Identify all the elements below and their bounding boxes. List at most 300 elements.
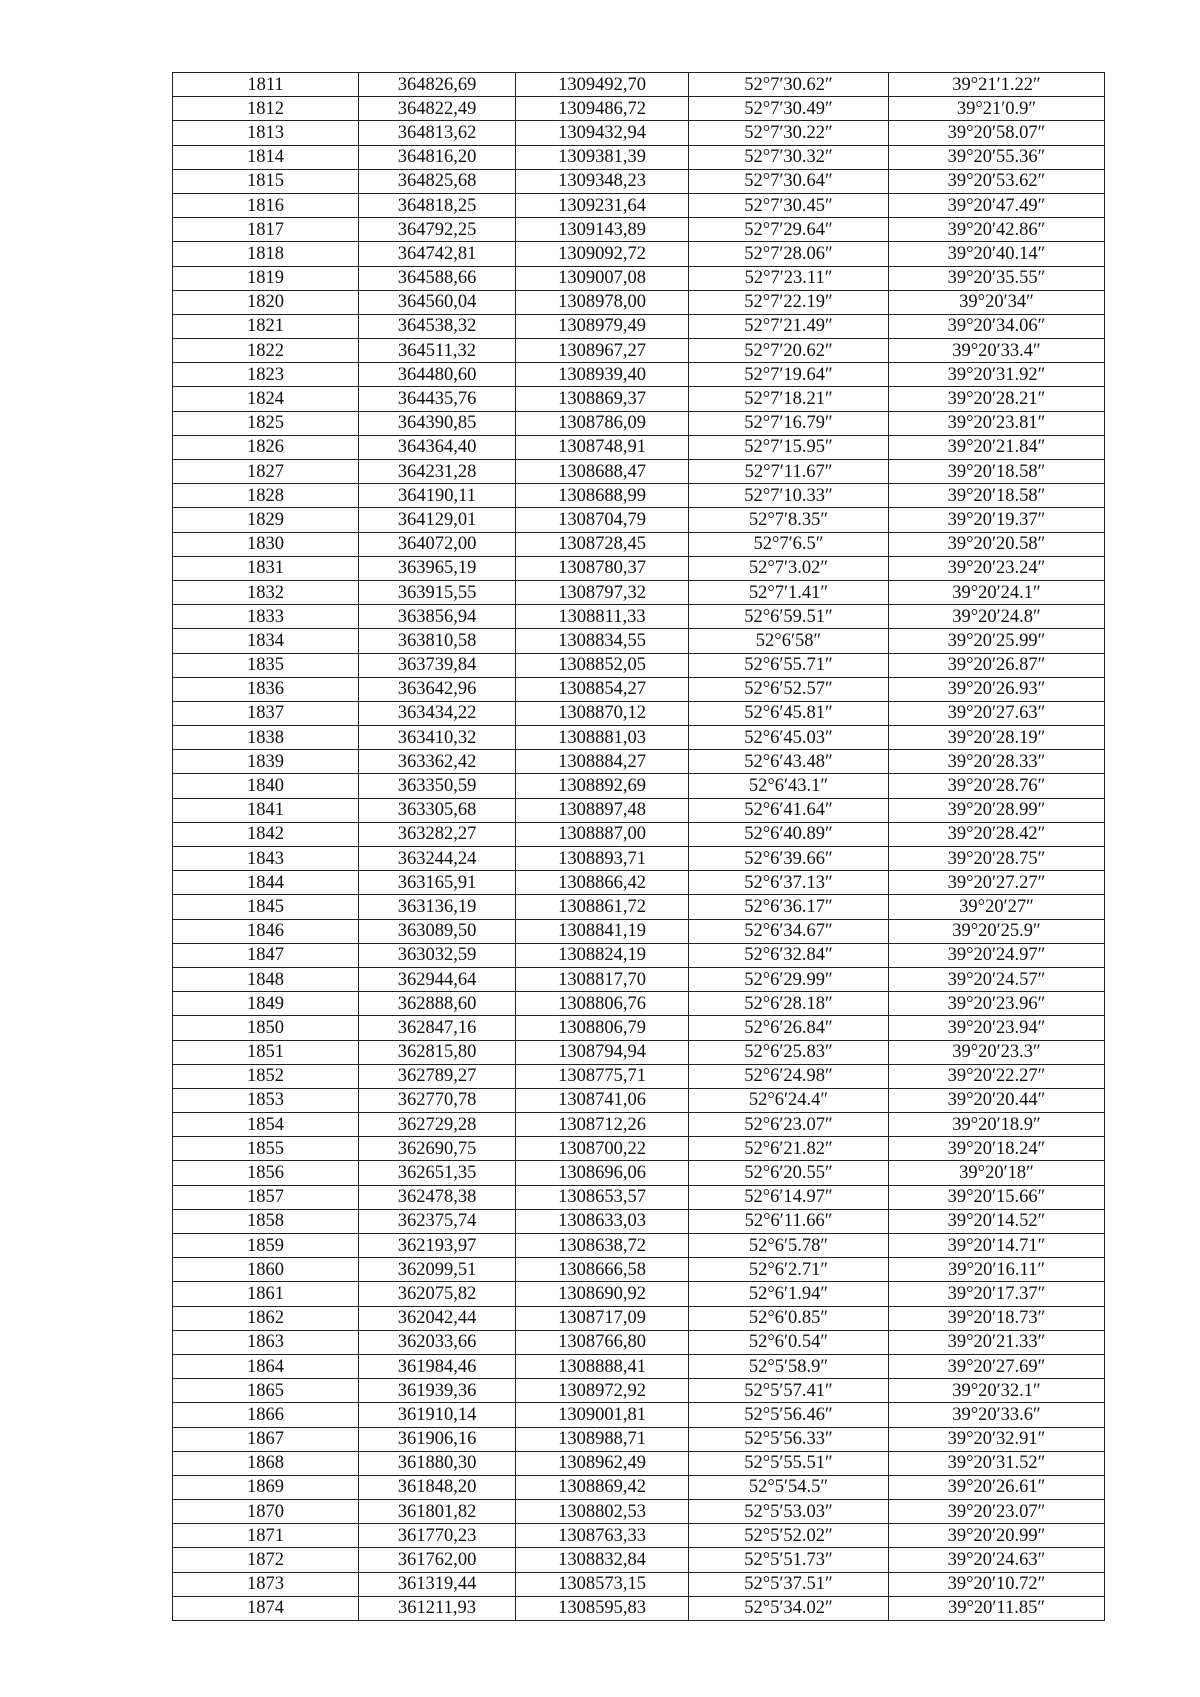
table-row xyxy=(173,701,1105,725)
table-row xyxy=(173,1330,1105,1354)
point-number-cell: 1843 xyxy=(173,847,359,871)
point-number-cell: 1833 xyxy=(173,605,359,629)
x-coordinate-cell: 364818,25 xyxy=(359,193,516,217)
table-row xyxy=(173,387,1105,411)
y-coordinate-cell: 1308688,47 xyxy=(516,460,689,484)
y-coordinate-cell: 1308834,55 xyxy=(516,629,689,653)
table-row xyxy=(173,1379,1105,1403)
latitude-cell: 52°7′30.64″ xyxy=(689,169,889,193)
x-coordinate-cell: 364792,25 xyxy=(359,218,516,242)
x-coordinate-cell: 362888,60 xyxy=(359,992,516,1016)
latitude-cell: 52°6′37.13″ xyxy=(689,871,889,895)
x-coordinate-cell: 361939,36 xyxy=(359,1379,516,1403)
x-coordinate-cell: 363739,84 xyxy=(359,653,516,677)
point-number-cell: 1840 xyxy=(173,774,359,798)
latitude-cell: 52°6′28.18″ xyxy=(689,992,889,1016)
point-number-cell: 1832 xyxy=(173,580,359,604)
point-number-cell: 1864 xyxy=(173,1354,359,1378)
table-row xyxy=(173,169,1105,193)
latitude-cell: 52°7′30.45″ xyxy=(689,193,889,217)
table-row xyxy=(173,1282,1105,1306)
point-number-cell: 1844 xyxy=(173,871,359,895)
longitude-cell: 39°20′17.37″ xyxy=(889,1282,1105,1306)
table-row xyxy=(173,508,1105,532)
latitude-cell: 52°6′14.97″ xyxy=(689,1185,889,1209)
x-coordinate-cell: 361984,46 xyxy=(359,1354,516,1378)
latitude-cell: 52°6′24.98″ xyxy=(689,1064,889,1088)
point-number-cell: 1811 xyxy=(173,73,359,97)
x-coordinate-cell: 363856,94 xyxy=(359,605,516,629)
longitude-cell: 39°20′24.1″ xyxy=(889,580,1105,604)
y-coordinate-cell: 1309001,81 xyxy=(516,1403,689,1427)
table-row xyxy=(173,242,1105,266)
latitude-cell: 52°5′34.02″ xyxy=(689,1596,889,1620)
table-row xyxy=(173,798,1105,822)
longitude-cell: 39°20′40.14″ xyxy=(889,242,1105,266)
longitude-cell: 39°21′1.22″ xyxy=(889,73,1105,97)
point-number-cell: 1863 xyxy=(173,1330,359,1354)
table-row xyxy=(173,339,1105,363)
y-coordinate-cell: 1308869,37 xyxy=(516,387,689,411)
y-coordinate-cell: 1308897,48 xyxy=(516,798,689,822)
latitude-cell: 52°7′20.62″ xyxy=(689,339,889,363)
point-number-cell: 1841 xyxy=(173,798,359,822)
longitude-cell: 39°20′27″ xyxy=(889,895,1105,919)
y-coordinate-cell: 1308688,99 xyxy=(516,484,689,508)
longitude-cell: 39°20′23.96″ xyxy=(889,992,1105,1016)
longitude-cell: 39°20′21.33″ xyxy=(889,1330,1105,1354)
table-row xyxy=(173,1209,1105,1233)
table-row xyxy=(173,1185,1105,1209)
point-number-cell: 1860 xyxy=(173,1258,359,1282)
longitude-cell: 39°20′58.07″ xyxy=(889,121,1105,145)
y-coordinate-cell: 1308633,03 xyxy=(516,1209,689,1233)
x-coordinate-cell: 362099,51 xyxy=(359,1258,516,1282)
x-coordinate-cell: 364588,66 xyxy=(359,266,516,290)
x-coordinate-cell: 364435,76 xyxy=(359,387,516,411)
x-coordinate-cell: 361762,00 xyxy=(359,1548,516,1572)
table-row xyxy=(173,1113,1105,1137)
y-coordinate-cell: 1308824,19 xyxy=(516,943,689,967)
point-number-cell: 1820 xyxy=(173,290,359,314)
x-coordinate-cell: 364825,68 xyxy=(359,169,516,193)
latitude-cell: 52°5′56.46″ xyxy=(689,1403,889,1427)
longitude-cell: 39°20′24.8″ xyxy=(889,605,1105,629)
table-row xyxy=(173,605,1105,629)
x-coordinate-cell: 361880,30 xyxy=(359,1451,516,1475)
latitude-cell: 52°6′5.78″ xyxy=(689,1234,889,1258)
longitude-cell: 39°20′20.58″ xyxy=(889,532,1105,556)
longitude-cell: 39°20′33.4″ xyxy=(889,339,1105,363)
longitude-cell: 39°20′28.99″ xyxy=(889,798,1105,822)
longitude-cell: 39°20′28.75″ xyxy=(889,847,1105,871)
y-coordinate-cell: 1308817,70 xyxy=(516,967,689,991)
longitude-cell: 39°20′25.9″ xyxy=(889,919,1105,943)
point-number-cell: 1829 xyxy=(173,508,359,532)
longitude-cell: 39°20′18.73″ xyxy=(889,1306,1105,1330)
table-row xyxy=(173,97,1105,121)
y-coordinate-cell: 1309007,08 xyxy=(516,266,689,290)
table-row xyxy=(173,145,1105,169)
point-number-cell: 1856 xyxy=(173,1161,359,1185)
latitude-cell: 52°6′52.57″ xyxy=(689,677,889,701)
latitude-cell: 52°6′20.55″ xyxy=(689,1161,889,1185)
y-coordinate-cell: 1308832,84 xyxy=(516,1548,689,1572)
table-row xyxy=(173,1475,1105,1499)
longitude-cell: 39°20′55.36″ xyxy=(889,145,1105,169)
table-row xyxy=(173,460,1105,484)
point-number-cell: 1854 xyxy=(173,1113,359,1137)
x-coordinate-cell: 364390,85 xyxy=(359,411,516,435)
y-coordinate-cell: 1308893,71 xyxy=(516,847,689,871)
point-number-cell: 1853 xyxy=(173,1088,359,1112)
point-number-cell: 1828 xyxy=(173,484,359,508)
latitude-cell: 52°7′18.21″ xyxy=(689,387,889,411)
x-coordinate-cell: 363915,55 xyxy=(359,580,516,604)
latitude-cell: 52°6′32.84″ xyxy=(689,943,889,967)
latitude-cell: 52°7′16.79″ xyxy=(689,411,889,435)
point-number-cell: 1822 xyxy=(173,339,359,363)
x-coordinate-cell: 362944,64 xyxy=(359,967,516,991)
latitude-cell: 52°7′30.62″ xyxy=(689,73,889,97)
table-row xyxy=(173,1354,1105,1378)
longitude-cell: 39°20′47.49″ xyxy=(889,193,1105,217)
x-coordinate-cell: 364826,69 xyxy=(359,73,516,97)
y-coordinate-cell: 1308962,49 xyxy=(516,1451,689,1475)
table-row xyxy=(173,1088,1105,1112)
x-coordinate-cell: 362042,44 xyxy=(359,1306,516,1330)
point-number-cell: 1846 xyxy=(173,919,359,943)
latitude-cell: 52°7′23.11″ xyxy=(689,266,889,290)
longitude-cell: 39°20′23.07″ xyxy=(889,1500,1105,1524)
point-number-cell: 1862 xyxy=(173,1306,359,1330)
longitude-cell: 39°20′18.9″ xyxy=(889,1113,1105,1137)
y-coordinate-cell: 1308690,92 xyxy=(516,1282,689,1306)
latitude-cell: 52°6′36.17″ xyxy=(689,895,889,919)
point-number-cell: 1849 xyxy=(173,992,359,1016)
y-coordinate-cell: 1308666,58 xyxy=(516,1258,689,1282)
latitude-cell: 52°7′15.95″ xyxy=(689,435,889,459)
x-coordinate-cell: 364813,62 xyxy=(359,121,516,145)
latitude-cell: 52°6′26.84″ xyxy=(689,1016,889,1040)
y-coordinate-cell: 1308887,00 xyxy=(516,822,689,846)
x-coordinate-cell: 361910,14 xyxy=(359,1403,516,1427)
longitude-cell: 39°20′18.24″ xyxy=(889,1137,1105,1161)
point-number-cell: 1839 xyxy=(173,750,359,774)
longitude-cell: 39°21′0.9″ xyxy=(889,97,1105,121)
latitude-cell: 52°7′30.49″ xyxy=(689,97,889,121)
x-coordinate-cell: 363032,59 xyxy=(359,943,516,967)
y-coordinate-cell: 1308741,06 xyxy=(516,1088,689,1112)
latitude-cell: 52°5′57.41″ xyxy=(689,1379,889,1403)
table-row xyxy=(173,1596,1105,1620)
point-number-cell: 1871 xyxy=(173,1524,359,1548)
longitude-cell: 39°20′32.91″ xyxy=(889,1427,1105,1451)
longitude-cell: 39°20′28.33″ xyxy=(889,750,1105,774)
y-coordinate-cell: 1308854,27 xyxy=(516,677,689,701)
latitude-cell: 52°6′34.67″ xyxy=(689,919,889,943)
longitude-cell: 39°20′31.52″ xyxy=(889,1451,1105,1475)
longitude-cell: 39°20′33.6″ xyxy=(889,1403,1105,1427)
longitude-cell: 39°20′26.61″ xyxy=(889,1475,1105,1499)
table-row xyxy=(173,653,1105,677)
latitude-cell: 52°6′55.71″ xyxy=(689,653,889,677)
x-coordinate-cell: 363136,19 xyxy=(359,895,516,919)
longitude-cell: 39°20′31.92″ xyxy=(889,363,1105,387)
table-row xyxy=(173,992,1105,1016)
y-coordinate-cell: 1309231,64 xyxy=(516,193,689,217)
table-row xyxy=(173,532,1105,556)
table-row xyxy=(173,290,1105,314)
longitude-cell: 39°20′23.94″ xyxy=(889,1016,1105,1040)
point-number-cell: 1818 xyxy=(173,242,359,266)
x-coordinate-cell: 363089,50 xyxy=(359,919,516,943)
point-number-cell: 1867 xyxy=(173,1427,359,1451)
latitude-cell: 52°6′41.64″ xyxy=(689,798,889,822)
table-row xyxy=(173,411,1105,435)
longitude-cell: 39°20′28.76″ xyxy=(889,774,1105,798)
longitude-cell: 39°20′20.44″ xyxy=(889,1088,1105,1112)
point-number-cell: 1835 xyxy=(173,653,359,677)
x-coordinate-cell: 364538,32 xyxy=(359,314,516,338)
y-coordinate-cell: 1308696,06 xyxy=(516,1161,689,1185)
point-number-cell: 1812 xyxy=(173,97,359,121)
y-coordinate-cell: 1308870,12 xyxy=(516,701,689,725)
x-coordinate-cell: 364816,20 xyxy=(359,145,516,169)
table-row xyxy=(173,73,1105,97)
x-coordinate-cell: 363642,96 xyxy=(359,677,516,701)
longitude-cell: 39°20′27.69″ xyxy=(889,1354,1105,1378)
x-coordinate-cell: 363362,42 xyxy=(359,750,516,774)
x-coordinate-cell: 361906,16 xyxy=(359,1427,516,1451)
y-coordinate-cell: 1308988,71 xyxy=(516,1427,689,1451)
table-row xyxy=(173,193,1105,217)
point-number-cell: 1869 xyxy=(173,1475,359,1499)
latitude-cell: 52°6′58″ xyxy=(689,629,889,653)
latitude-cell: 52°6′11.66″ xyxy=(689,1209,889,1233)
point-number-cell: 1815 xyxy=(173,169,359,193)
table-row xyxy=(173,847,1105,871)
coordinates-table xyxy=(172,72,1105,1621)
x-coordinate-cell: 362847,16 xyxy=(359,1016,516,1040)
y-coordinate-cell: 1309432,94 xyxy=(516,121,689,145)
x-coordinate-cell: 362193,97 xyxy=(359,1234,516,1258)
x-coordinate-cell: 361801,82 xyxy=(359,1500,516,1524)
table-row xyxy=(173,677,1105,701)
longitude-cell: 39°20′32.1″ xyxy=(889,1379,1105,1403)
latitude-cell: 52°7′8.35″ xyxy=(689,508,889,532)
point-number-cell: 1834 xyxy=(173,629,359,653)
y-coordinate-cell: 1308888,41 xyxy=(516,1354,689,1378)
table-row xyxy=(173,484,1105,508)
y-coordinate-cell: 1308766,80 xyxy=(516,1330,689,1354)
point-number-cell: 1825 xyxy=(173,411,359,435)
point-number-cell: 1816 xyxy=(173,193,359,217)
table-row xyxy=(173,1403,1105,1427)
latitude-cell: 52°7′30.32″ xyxy=(689,145,889,169)
latitude-cell: 52°6′29.99″ xyxy=(689,967,889,991)
table-row xyxy=(173,822,1105,846)
table-row xyxy=(173,1258,1105,1282)
table-row xyxy=(173,750,1105,774)
table-row xyxy=(173,1548,1105,1572)
y-coordinate-cell: 1308595,83 xyxy=(516,1596,689,1620)
y-coordinate-cell: 1308794,94 xyxy=(516,1040,689,1064)
longitude-cell: 39°20′18″ xyxy=(889,1161,1105,1185)
x-coordinate-cell: 364129,01 xyxy=(359,508,516,532)
x-coordinate-cell: 364072,00 xyxy=(359,532,516,556)
table-row xyxy=(173,435,1105,459)
y-coordinate-cell: 1308866,42 xyxy=(516,871,689,895)
point-number-cell: 1868 xyxy=(173,1451,359,1475)
table-row xyxy=(173,1040,1105,1064)
point-number-cell: 1861 xyxy=(173,1282,359,1306)
longitude-cell: 39°20′26.87″ xyxy=(889,653,1105,677)
latitude-cell: 52°6′0.85″ xyxy=(689,1306,889,1330)
x-coordinate-cell: 362770,78 xyxy=(359,1088,516,1112)
latitude-cell: 52°7′22.19″ xyxy=(689,290,889,314)
point-number-cell: 1866 xyxy=(173,1403,359,1427)
x-coordinate-cell: 362375,74 xyxy=(359,1209,516,1233)
table-row xyxy=(173,1500,1105,1524)
x-coordinate-cell: 362651,35 xyxy=(359,1161,516,1185)
table-row xyxy=(173,1572,1105,1596)
longitude-cell: 39°20′24.57″ xyxy=(889,967,1105,991)
y-coordinate-cell: 1308884,27 xyxy=(516,750,689,774)
x-coordinate-cell: 363410,32 xyxy=(359,726,516,750)
latitude-cell: 52°7′6.5″ xyxy=(689,532,889,556)
y-coordinate-cell: 1308869,42 xyxy=(516,1475,689,1499)
latitude-cell: 52°7′19.64″ xyxy=(689,363,889,387)
table-row xyxy=(173,363,1105,387)
latitude-cell: 52°7′1.41″ xyxy=(689,580,889,604)
point-number-cell: 1855 xyxy=(173,1137,359,1161)
latitude-cell: 52°6′40.89″ xyxy=(689,822,889,846)
table-row xyxy=(173,1234,1105,1258)
y-coordinate-cell: 1308967,27 xyxy=(516,339,689,363)
latitude-cell: 52°7′3.02″ xyxy=(689,556,889,580)
x-coordinate-cell: 362789,27 xyxy=(359,1064,516,1088)
table-row xyxy=(173,1306,1105,1330)
y-coordinate-cell: 1308573,15 xyxy=(516,1572,689,1596)
y-coordinate-cell: 1308780,37 xyxy=(516,556,689,580)
y-coordinate-cell: 1308748,91 xyxy=(516,435,689,459)
latitude-cell: 52°6′45.81″ xyxy=(689,701,889,725)
point-number-cell: 1814 xyxy=(173,145,359,169)
point-number-cell: 1873 xyxy=(173,1572,359,1596)
x-coordinate-cell: 364231,28 xyxy=(359,460,516,484)
longitude-cell: 39°20′28.42″ xyxy=(889,822,1105,846)
table-row xyxy=(173,1161,1105,1185)
table-row xyxy=(173,895,1105,919)
point-number-cell: 1852 xyxy=(173,1064,359,1088)
longitude-cell: 39°20′23.3″ xyxy=(889,1040,1105,1064)
point-number-cell: 1872 xyxy=(173,1548,359,1572)
longitude-cell: 39°20′19.37″ xyxy=(889,508,1105,532)
latitude-cell: 52°5′51.73″ xyxy=(689,1548,889,1572)
y-coordinate-cell: 1308806,76 xyxy=(516,992,689,1016)
x-coordinate-cell: 363244,24 xyxy=(359,847,516,871)
table-row xyxy=(173,121,1105,145)
point-number-cell: 1827 xyxy=(173,460,359,484)
latitude-cell: 52°5′37.51″ xyxy=(689,1572,889,1596)
point-number-cell: 1858 xyxy=(173,1209,359,1233)
y-coordinate-cell: 1308638,72 xyxy=(516,1234,689,1258)
point-number-cell: 1831 xyxy=(173,556,359,580)
y-coordinate-cell: 1308728,45 xyxy=(516,532,689,556)
table-row xyxy=(173,1524,1105,1548)
longitude-cell: 39°20′34.06″ xyxy=(889,314,1105,338)
x-coordinate-cell: 362033,66 xyxy=(359,1330,516,1354)
y-coordinate-cell: 1309486,72 xyxy=(516,97,689,121)
x-coordinate-cell: 364364,40 xyxy=(359,435,516,459)
table-row xyxy=(173,967,1105,991)
x-coordinate-cell: 362729,28 xyxy=(359,1113,516,1137)
point-number-cell: 1830 xyxy=(173,532,359,556)
longitude-cell: 39°20′27.63″ xyxy=(889,701,1105,725)
latitude-cell: 52°6′25.83″ xyxy=(689,1040,889,1064)
y-coordinate-cell: 1309381,39 xyxy=(516,145,689,169)
latitude-cell: 52°7′10.33″ xyxy=(689,484,889,508)
y-coordinate-cell: 1308852,05 xyxy=(516,653,689,677)
latitude-cell: 52°6′59.51″ xyxy=(689,605,889,629)
longitude-cell: 39°20′24.97″ xyxy=(889,943,1105,967)
point-number-cell: 1836 xyxy=(173,677,359,701)
longitude-cell: 39°20′34″ xyxy=(889,290,1105,314)
longitude-cell: 39°20′25.99″ xyxy=(889,629,1105,653)
longitude-cell: 39°20′14.52″ xyxy=(889,1209,1105,1233)
x-coordinate-cell: 364822,49 xyxy=(359,97,516,121)
x-coordinate-cell: 362075,82 xyxy=(359,1282,516,1306)
table-row xyxy=(173,1137,1105,1161)
x-coordinate-cell: 363282,27 xyxy=(359,822,516,846)
x-coordinate-cell: 361770,23 xyxy=(359,1524,516,1548)
latitude-cell: 52°6′43.48″ xyxy=(689,750,889,774)
table-row xyxy=(173,943,1105,967)
point-number-cell: 1826 xyxy=(173,435,359,459)
longitude-cell: 39°20′18.58″ xyxy=(889,484,1105,508)
x-coordinate-cell: 364480,60 xyxy=(359,363,516,387)
y-coordinate-cell: 1308704,79 xyxy=(516,508,689,532)
latitude-cell: 52°6′1.94″ xyxy=(689,1282,889,1306)
longitude-cell: 39°20′35.55″ xyxy=(889,266,1105,290)
y-coordinate-cell: 1308861,72 xyxy=(516,895,689,919)
longitude-cell: 39°20′27.27″ xyxy=(889,871,1105,895)
latitude-cell: 52°7′21.49″ xyxy=(689,314,889,338)
table-row xyxy=(173,774,1105,798)
y-coordinate-cell: 1308881,03 xyxy=(516,726,689,750)
y-coordinate-cell: 1308712,26 xyxy=(516,1113,689,1137)
latitude-cell: 52°6′21.82″ xyxy=(689,1137,889,1161)
y-coordinate-cell: 1308797,32 xyxy=(516,580,689,604)
x-coordinate-cell: 362478,38 xyxy=(359,1185,516,1209)
longitude-cell: 39°20′24.63″ xyxy=(889,1548,1105,1572)
latitude-cell: 52°5′56.33″ xyxy=(689,1427,889,1451)
longitude-cell: 39°20′22.27″ xyxy=(889,1064,1105,1088)
x-coordinate-cell: 363434,22 xyxy=(359,701,516,725)
longitude-cell: 39°20′23.24″ xyxy=(889,556,1105,580)
longitude-cell: 39°20′20.99″ xyxy=(889,1524,1105,1548)
y-coordinate-cell: 1308653,57 xyxy=(516,1185,689,1209)
x-coordinate-cell: 363965,19 xyxy=(359,556,516,580)
latitude-cell: 52°6′24.4″ xyxy=(689,1088,889,1112)
y-coordinate-cell: 1309143,89 xyxy=(516,218,689,242)
point-number-cell: 1851 xyxy=(173,1040,359,1064)
point-number-cell: 1824 xyxy=(173,387,359,411)
y-coordinate-cell: 1308892,69 xyxy=(516,774,689,798)
y-coordinate-cell: 1308700,22 xyxy=(516,1137,689,1161)
point-number-cell: 1848 xyxy=(173,967,359,991)
